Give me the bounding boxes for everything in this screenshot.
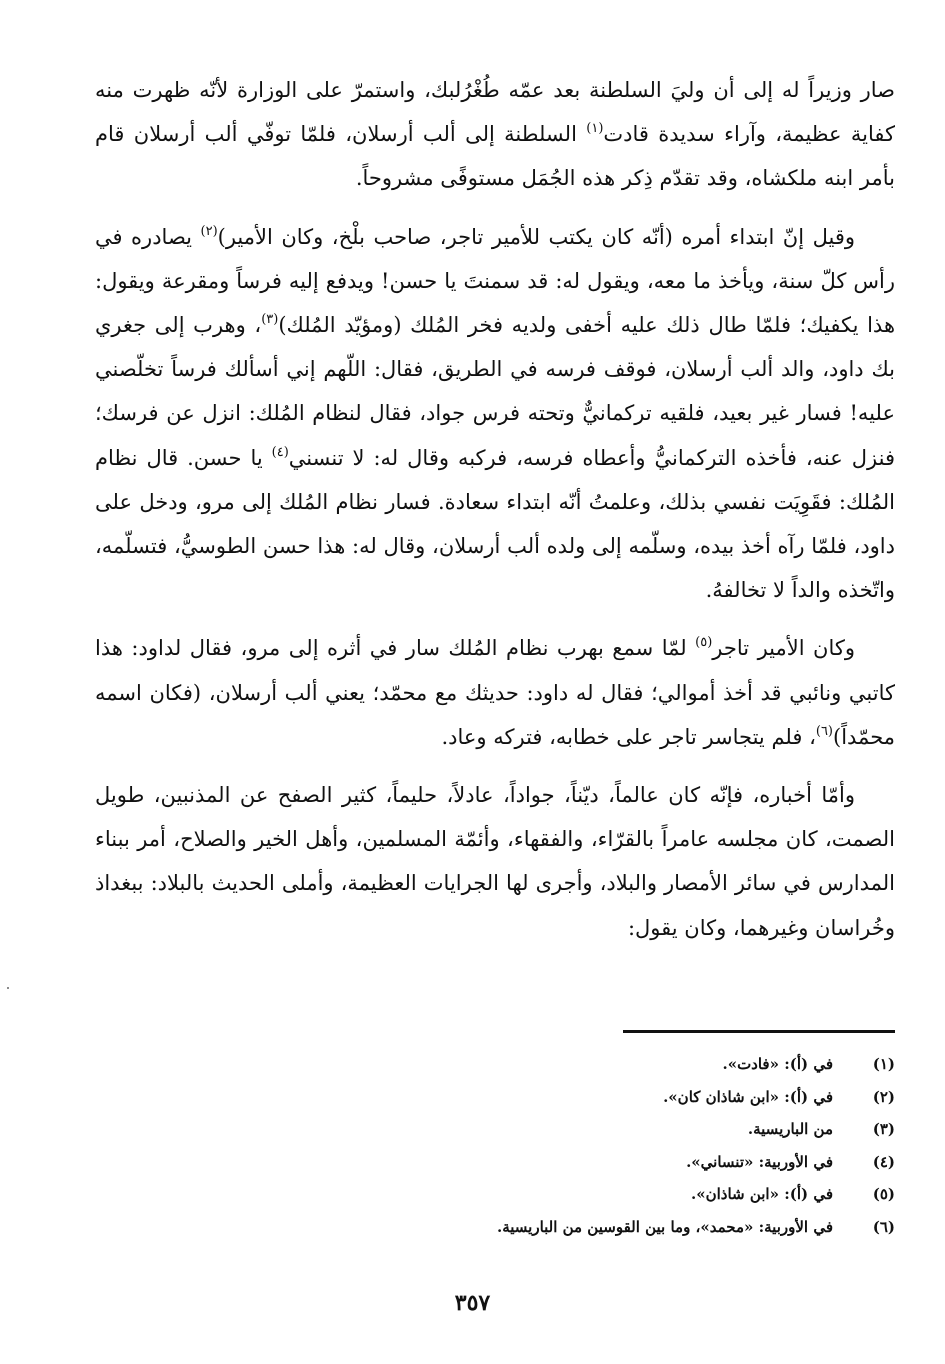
paragraph-2-text-d: يا حسن. قال نظام المُلك: فقَوِيَت نفسي بذلك، وعلمتُ أنّه ابتداء سعادة. فسار نظام المُلك إلى مرو، ودخل على داود، فلمّا رآه أخذ بيده، وسلّمه إلى ولده ألب أرسلان، وقال له: هذا حسن الطوسيُّ، فتسلّمه، واتّخذه والداً لا تخالفهُ. [95,445,895,603]
footnote-number: (٤) [872,1152,895,1171]
paragraph-2-text-b: يصادره في رأس كلّ سنة، ويأخذ ما معه، ويقول له: قد سمنتَ يا حسن! ويدفع إليه فرساً ومقرعة ويقول: هذا يكفيك؛ فلمّا طال ذلك عليه أخفى ولديه فخر المُلك (ومؤيّد المُلك) [95,224,896,338]
paragraph-2 [95,215,895,613]
footnote-text: في (أ): «ابن شاذان كان». [663,1087,833,1106]
paragraph-1 [95,68,895,201]
footnote-text: في (أ): «فادت». [722,1055,833,1073]
footnote-item [200,1178,895,1211]
footnote-text: في الأوربية: «تنساني». [686,1152,833,1171]
page-number: ٣٥٧ [454,1290,491,1316]
footnote-number: (٣) [872,1120,895,1138]
footnotes-list [200,1048,895,1243]
footnote-text: من الباريسية. [747,1120,833,1138]
footnote-ref-3: (٣) [261,312,279,328]
main-text [95,68,895,964]
paragraph-3-text-a: وكان الأمير تاجر [712,636,856,661]
footnote-item [200,1081,895,1114]
paragraph-3-text-b: لمّا سمع بهرب نظام المُلك سار في أثره إلى مرو، فقال لداود: هذا كاتبي ونائبي قد أخذ أموالي؛ فقال له داود: حديثك مع محمّد؛ يعني ألب أرسلان، (فكان اسمه محمّداً) [95,636,895,749]
footnote-item [200,1048,895,1081]
footnote-ref-5: (٥) [695,635,713,651]
paragraph-4-text-a: وأمّا أخباره، فإنّه كان عالماً، ديّناً، جواداً، عادلاً، حليماً، كثير الصفح عن المذنبين، طويل الصمت، كان مجلسه عامراً بالقرّاء، والفقهاء، وأئمّة المسلمين، وأهل الخير والصلاح، أمر ببناء المدارس في سائر الأمصار والبلاد، وأجرى لها الجرايات العظيمة، وأملى الحديث بالبلاد: ببغداذ وخُراسان وغيرهما، وكان يقول: [95,783,895,940]
footnote-number: (٢) [872,1087,895,1106]
paragraph-1-text-b: السلطنة إلى ألب أرسلان، فلمّا توفّي ألب أرسلان قام بأمر ابنه ملكشاه، وقد تقدّم ذِكر هذه الجُمَل مستوفًى مشروحاً. [95,122,895,191]
footnote-number: (١) [872,1055,895,1073]
footnote-ref-1: (١) [586,121,604,137]
paragraph-1-text-a: صار وزيراً له إلى أن وليَ السلطنة بعد عمّه طُغْرُلبك، واستمرّ على الوزارة لأنّه ظهرت منه كفاية عظيمة، وآراء سديدة قادت [95,78,896,147]
paragraph-3 [95,626,895,759]
footnote-text: في الأوربية: «محمد»، وما بين القوسين من الباريسية. [496,1217,833,1236]
footnote-number: (٥) [872,1185,895,1203]
paragraph-2-text-a: وقيل إنّ ابتداء أمره (أنّه كان يكتب للأمير تاجر، صاحب بلْخ، وكان الأمير) [217,224,855,249]
footnote-text: في (أ): «ابن شاذان». [691,1185,833,1203]
footnote-item [200,1211,895,1244]
paragraph-4 [95,773,895,950]
paragraph-2-text-c: ، وهرب إلى جغري بك داود، والد ألب أرسلان، فوقف فرسه في الطريق، فقال: اللّهم إني أسألك فرساً تخلّصني عليه! فسار غير بعيد، فلقيه تركمانيٌّ وتحته فرس جواد، فقال لنظام المُلك: انزل عن فرسك؛ فنزل عنه، فأخذه التركمانيُّ وأعطاه فرسه، فركبه وقال له: لا تنسني [95,313,895,470]
footnote-number: (٦) [872,1217,895,1236]
footnote-separator [623,1030,895,1033]
paragraph-3-text-c: ، فلم يتجاسر تاجر على خطابه، فتركه وعاد. [441,724,816,749]
footnote-item [200,1113,895,1146]
footnote-ref-2: (٢) [200,223,218,239]
footnote-ref-6: (٦) [815,723,833,739]
footnote-item [200,1146,895,1179]
scan-speck [7,987,9,989]
footnote-ref-4: (٤) [271,444,289,460]
